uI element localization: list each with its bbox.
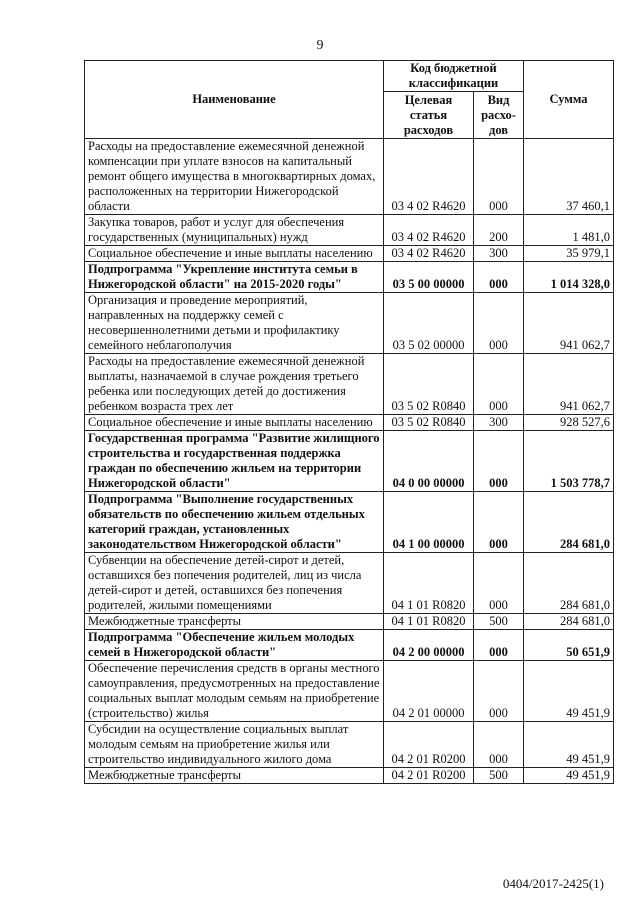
row-sum: 284 681,0 xyxy=(524,614,614,630)
page-number: 9 xyxy=(316,38,324,53)
table-row xyxy=(85,768,614,784)
row-type: 000 xyxy=(474,722,524,768)
header-code-group: Код бюджетной классификации xyxy=(384,61,524,92)
row-sum: 284 681,0 xyxy=(524,492,614,553)
row-code: 04 0 00 00000 xyxy=(384,431,474,492)
row-name: Субсидии на осуществление социальных выплат молодым семьям на приобретение жилья или строительство индивидуального жилого дома xyxy=(85,722,384,768)
row-name: Подпрограмма "Выполнение государственных обязательств по обеспечению жильем отдельных категорий граждан, установленных законодательством Нижегородской области" xyxy=(85,492,384,553)
table-row xyxy=(85,215,614,246)
table-row xyxy=(85,431,614,492)
row-name: Субвенции на обеспечение детей-сирот и детей, оставшихся без попечения родителей, лиц из числа детей-сирот и детей, оставшихся без попечения родителей, жилыми помещениями xyxy=(85,553,384,614)
row-name: Расходы на предоставление ежемесячной денежной выплаты, назначаемой в случае рождения третьего ребенка или последующих детей до достижения ребенком возраста трех лет xyxy=(85,354,384,415)
row-name: Социальное обеспечение и иные выплаты населению xyxy=(85,246,384,262)
row-type: 000 xyxy=(474,139,524,215)
table-row xyxy=(85,553,614,614)
table-row xyxy=(85,354,614,415)
row-sum: 49 451,9 xyxy=(524,722,614,768)
row-sum: 284 681,0 xyxy=(524,553,614,614)
row-name: Социальное обеспечение и иные выплаты населению xyxy=(85,415,384,431)
row-sum: 49 451,9 xyxy=(524,661,614,722)
row-code: 03 5 00 00000 xyxy=(384,262,474,293)
table-row xyxy=(85,492,614,553)
table-row xyxy=(85,661,614,722)
row-code: 04 1 01 R0820 xyxy=(384,614,474,630)
row-type: 000 xyxy=(474,431,524,492)
table-row xyxy=(85,614,614,630)
table-row xyxy=(85,246,614,262)
row-type: 000 xyxy=(474,354,524,415)
header-target-article: Целевая статья расходов xyxy=(384,92,474,139)
table-row xyxy=(85,139,614,215)
row-name: Государственная программа "Развитие жилищного строительства и государственная поддержка граждан по обеспечению жильем на территории Нижегородской области" xyxy=(85,431,384,492)
table-row xyxy=(85,415,614,431)
row-sum: 1 503 778,7 xyxy=(524,431,614,492)
row-type: 000 xyxy=(474,553,524,614)
row-sum: 928 527,6 xyxy=(524,415,614,431)
row-sum: 49 451,9 xyxy=(524,768,614,784)
row-code: 03 5 02 R0840 xyxy=(384,354,474,415)
budget-table xyxy=(84,60,614,784)
row-code: 04 1 00 00000 xyxy=(384,492,474,553)
row-name: Обеспечение перечисления средств в органы местного самоуправления, предусмотренных на предоставление социальных выплат молодым семьям на приобретение (строительство) жилья xyxy=(85,661,384,722)
document-number: 0404/2017-2425(1) xyxy=(502,876,604,891)
row-code: 03 4 02 R4620 xyxy=(384,246,474,262)
row-name: Организация и проведение мероприятий, направленных на поддержку семей с несовершеннолетними детьми и профилактику семейного неблагополучия xyxy=(85,293,384,354)
row-type: 500 xyxy=(474,614,524,630)
row-sum: 941 062,7 xyxy=(524,354,614,415)
row-code: 03 5 02 R0840 xyxy=(384,415,474,431)
row-code: 03 5 02 00000 xyxy=(384,293,474,354)
header-name: Наименование xyxy=(85,61,384,139)
row-type: 000 xyxy=(474,630,524,661)
row-name: Расходы на предоставление ежемесячной денежной компенсации при уплате взносов на капитальный ремонт общего имущества в многоквартирных домах, расположенных на территории Нижегородской области xyxy=(85,139,384,215)
row-type: 500 xyxy=(474,768,524,784)
row-sum: 37 460,1 xyxy=(524,139,614,215)
row-code: 04 2 01 00000 xyxy=(384,661,474,722)
row-type: 300 xyxy=(474,415,524,431)
row-type: 200 xyxy=(474,215,524,246)
row-code: 03 4 02 R4620 xyxy=(384,215,474,246)
header-expense-type: Вид расхо-дов xyxy=(474,92,524,139)
table-row xyxy=(85,293,614,354)
row-code: 04 2 01 R0200 xyxy=(384,768,474,784)
row-name: Закупка товаров, работ и услуг для обеспечения государственных (муниципальных) нужд xyxy=(85,215,384,246)
row-sum: 50 651,9 xyxy=(524,630,614,661)
row-type: 300 xyxy=(474,246,524,262)
table-row xyxy=(85,722,614,768)
row-code: 03 4 02 R4620 xyxy=(384,139,474,215)
table-body xyxy=(85,139,614,784)
row-code: 04 2 01 R0200 xyxy=(384,722,474,768)
row-type: 000 xyxy=(474,293,524,354)
table-row xyxy=(85,262,614,293)
row-sum: 941 062,7 xyxy=(524,293,614,354)
row-name: Подпрограмма "Обеспечение жильем молодых семей в Нижегородской области" xyxy=(85,630,384,661)
row-type: 000 xyxy=(474,262,524,293)
row-code: 04 1 01 R0820 xyxy=(384,553,474,614)
row-name: Межбюджетные трансферты xyxy=(85,768,384,784)
row-name: Подпрограмма "Укрепление института семьи в Нижегородской области" на 2015-2020 годы" xyxy=(85,262,384,293)
row-name: Межбюджетные трансферты xyxy=(85,614,384,630)
header-sum: Сумма xyxy=(524,61,614,139)
row-type: 000 xyxy=(474,492,524,553)
table-row xyxy=(85,630,614,661)
row-sum: 1 014 328,0 xyxy=(524,262,614,293)
row-sum: 1 481,0 xyxy=(524,215,614,246)
row-type: 000 xyxy=(474,661,524,722)
row-sum: 35 979,1 xyxy=(524,246,614,262)
row-code: 04 2 00 00000 xyxy=(384,630,474,661)
